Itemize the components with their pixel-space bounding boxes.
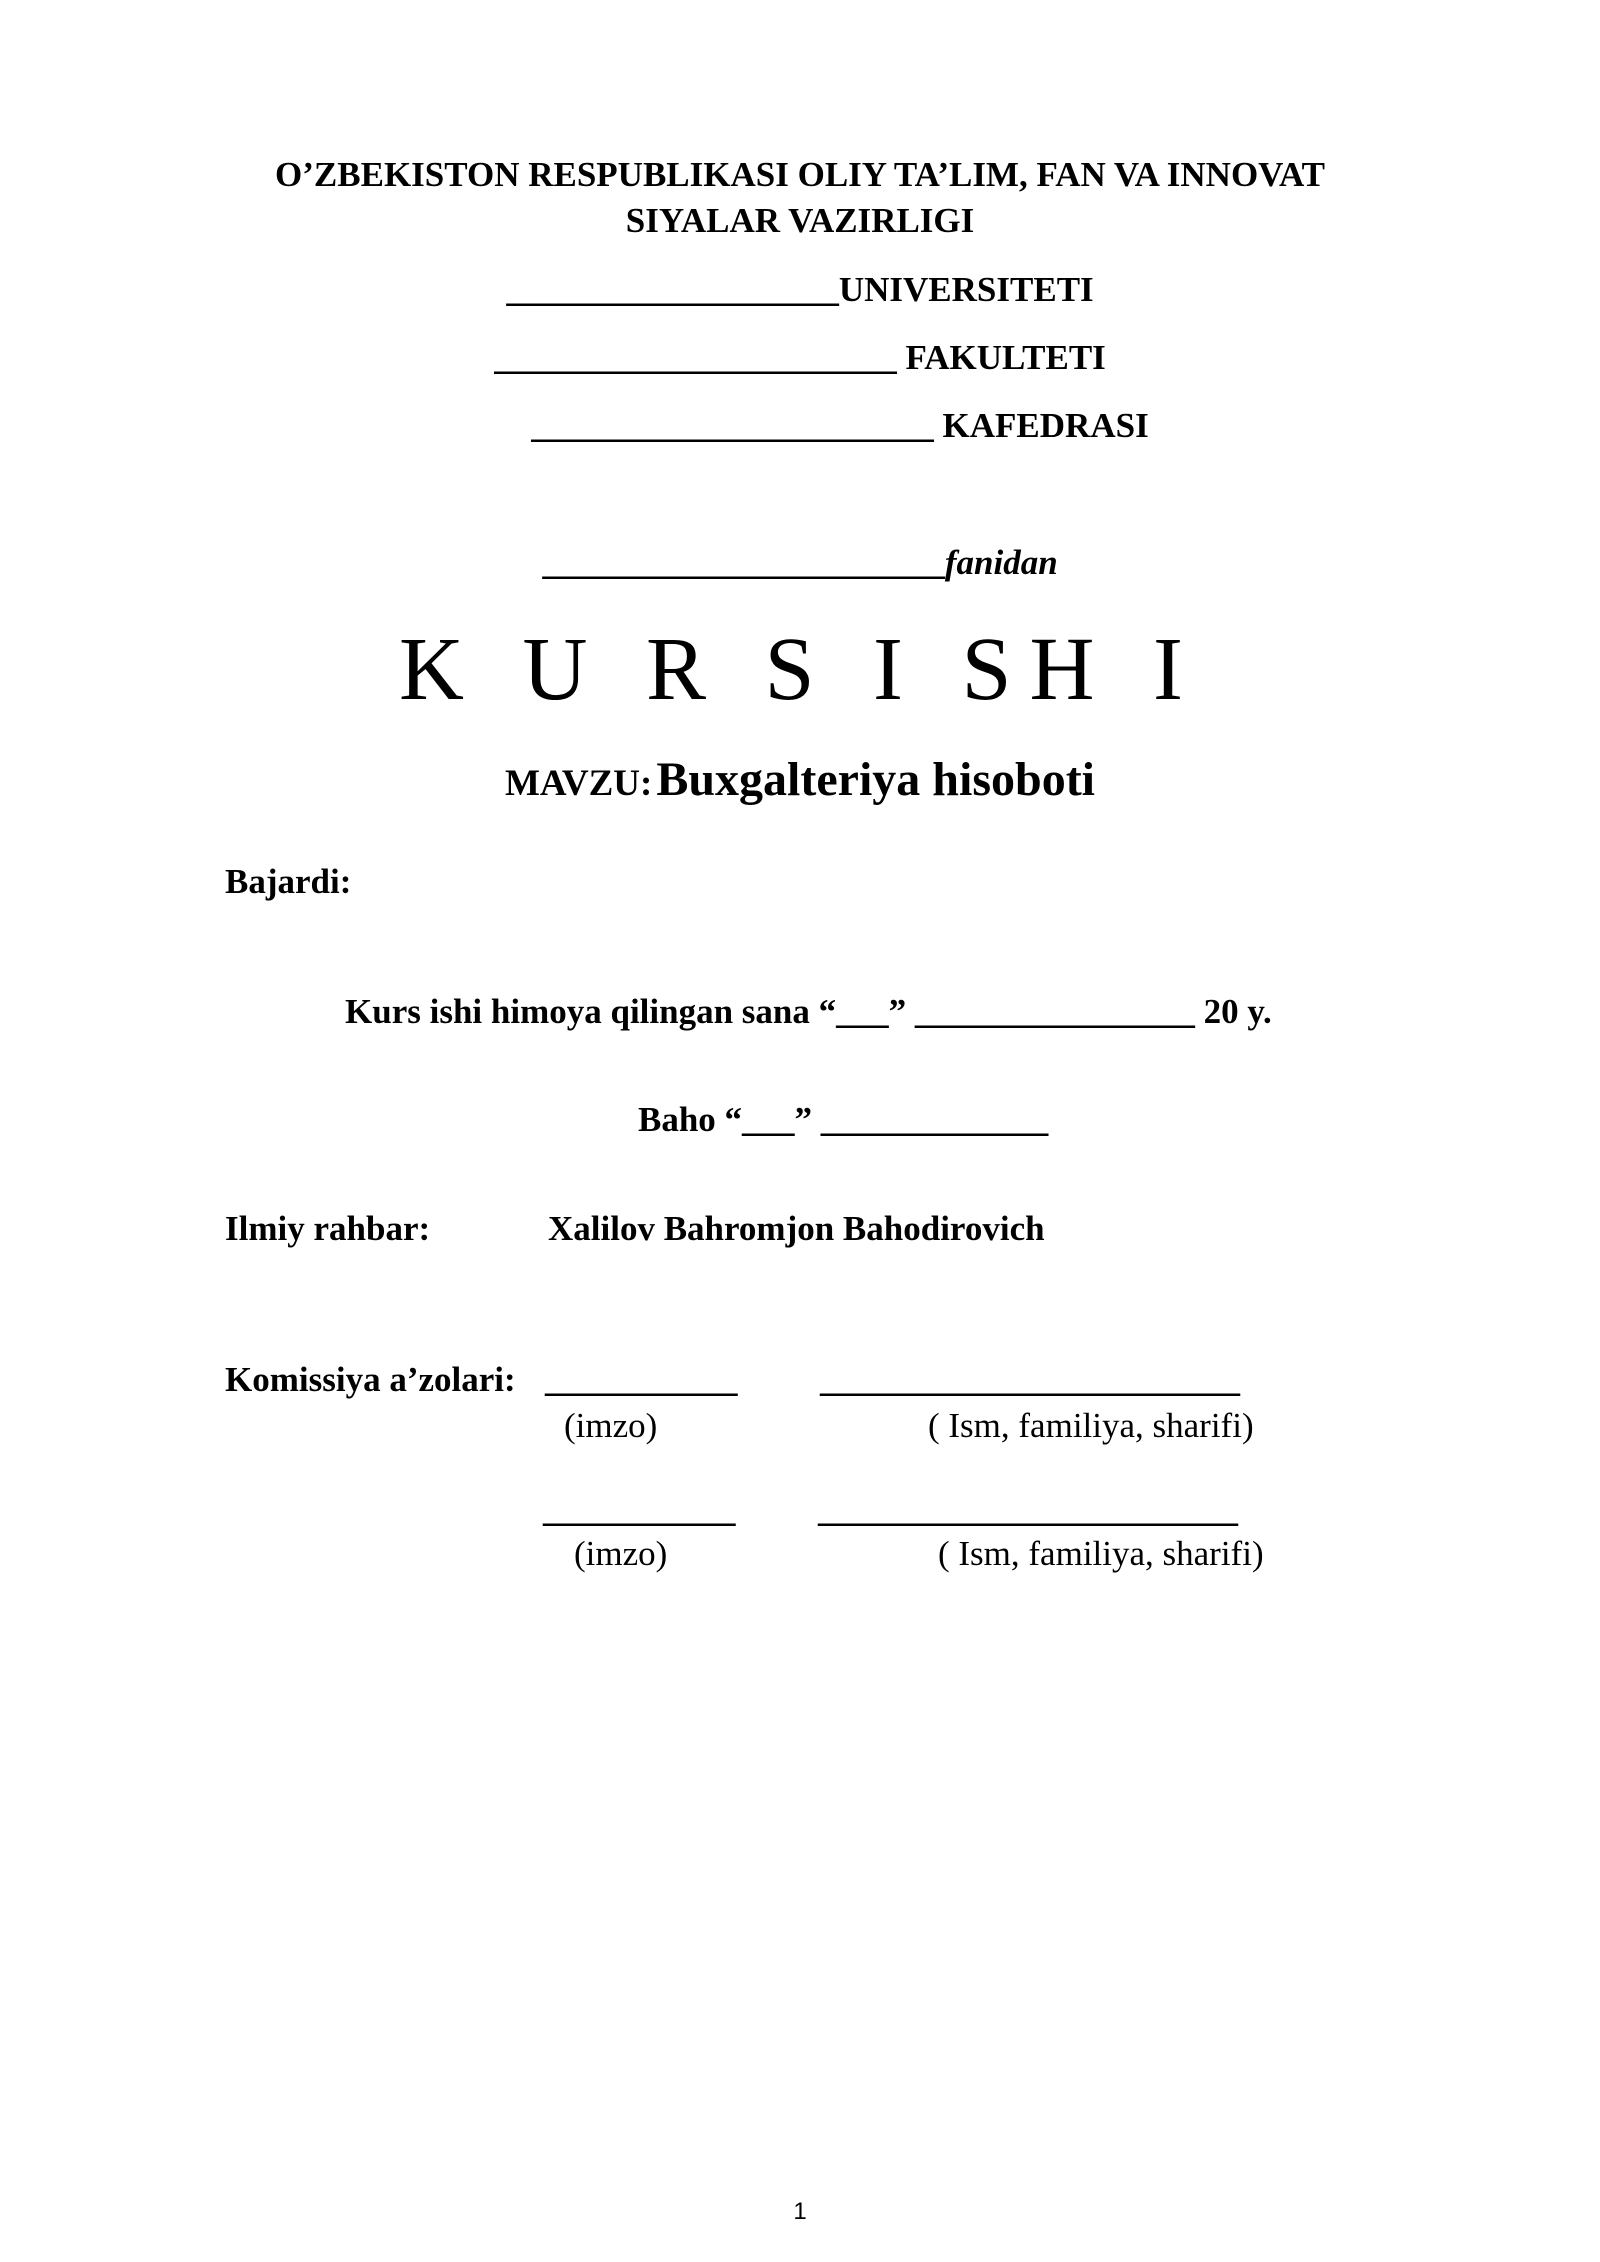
topic-label: MAVZU: — [504, 763, 653, 804]
defense-date-line: Kurs ishi himoya qilingan sana “___” ________________ 20 y. — [345, 992, 1272, 1031]
signature-caption-2: (imzo) — [574, 1534, 668, 1573]
topic-line — [0, 752, 1600, 807]
faculty-line: _______________________ FAKULTETI — [494, 338, 1106, 377]
advisor-label: Ilmiy rahbar: — [225, 1209, 431, 1248]
commission-label: Komissiya a’zolari: — [225, 1360, 516, 1399]
advisor-name: Xalilov Bahromjon Bahodirovich — [548, 1209, 1045, 1248]
commission-signature-blank-1: ___________ — [545, 1360, 738, 1399]
topic-text: Buxgalteriya hisoboti — [656, 753, 1096, 806]
subject-suffix: fanidan — [944, 543, 1058, 582]
ministry-line-1: O’ZBEKISTON RESPUBLIKASI OLIY TA’LIM, FAN VA INNOVAT — [275, 155, 1325, 194]
department-line: _______________________ KAFEDRASI — [531, 406, 1149, 445]
commission-name-blank-2: ________________________ — [818, 1490, 1238, 1529]
grade-line: Baho “___” _____________ — [638, 1100, 1049, 1139]
subject-blank: _______________________ — [542, 543, 945, 582]
name-caption-1: ( Ism, familiya, sharifi) — [928, 1406, 1254, 1445]
bajardi-label: Bajardi: — [225, 862, 352, 901]
name-caption-2: ( Ism, familiya, sharifi) — [938, 1534, 1264, 1573]
ministry-line-2: SIYALAR VAZIRLIGI — [625, 201, 975, 240]
signature-caption-1: (imzo) — [564, 1406, 658, 1445]
subject-line — [0, 543, 1600, 583]
page-number: 1 — [793, 2198, 807, 2225]
commission-name-blank-1: ________________________ — [820, 1360, 1240, 1399]
commission-signature-blank-2: ___________ — [543, 1490, 736, 1529]
document-title: K U R S I SH I — [398, 620, 1202, 719]
university-line: ___________________UNIVERSITETI — [506, 270, 1094, 309]
